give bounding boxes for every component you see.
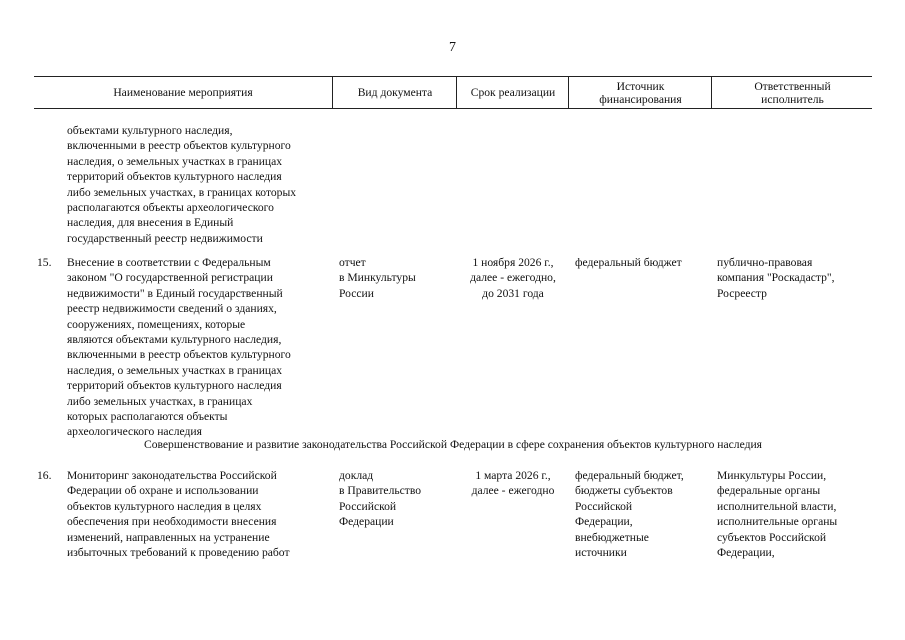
row-document-type: доклад в Правительство Российской Федерации [339, 469, 422, 529]
header-doc-type-col: Вид документа [332, 77, 457, 108]
row-funding-source: федеральный бюджет [575, 256, 682, 269]
row-document-type: отчет в Минкультуры России [339, 256, 416, 300]
header-responsible-col: Ответственный исполнитель [711, 77, 873, 108]
header-funding-col: Источник финансирования [568, 77, 712, 108]
continuation-text: объектами культурного наследия, включенными в реестр объектов культурного наследия, о земельных участках в границах территорий объектов культурного наследия либо земельных участках, в границах которых располагаются объекты археологического наследия, для внесения в Единый государственный реестр недвижимости [67, 124, 297, 245]
row-deadline: 1 марта 2026 г., далее - ежегодно [471, 469, 555, 498]
row-funding-source: федеральный бюджет, бюджеты субъектов Российской Федерации, внебюджетные источники [575, 469, 684, 560]
header-deadline-col: Срок реализации [456, 77, 569, 108]
row-measure-name: Внесение в соответствии с Федеральным законом "О государственной регистрации недвижимости" в Единый государственный реестр недвижимости сведений о зданиях, сооружениях, помещениях, которые являются объектами культурного наследия, включенными в реестр объектов культурного наследия, о земельных участках в границах территорий объектов культурного наследия либо земельных участках, в границах которых располагаются объекты археологического наследия [67, 256, 291, 439]
row-number: 16. [37, 469, 52, 482]
row-responsible: Минкультуры России, федеральные органы исполнительной власти, исполнительные органы субъектов Российской Федерации, [717, 469, 838, 560]
row-deadline: 1 ноября 2026 г., далее - ежегодно, до 2031 года [470, 256, 556, 300]
section-heading: Совершенствование и развитие законодательства Российской Федерации в сфере сохранения объектов культурного наследия [143, 438, 763, 451]
row-responsible: публично-правовая компания "Роскадастр", Росреестр [717, 256, 835, 300]
table-header [34, 76, 872, 109]
header-name-col: Наименование мероприятия [113, 86, 253, 99]
page-number: 7 [449, 40, 456, 55]
row-number: 15. [37, 256, 52, 269]
row-measure-name: Мониторинг законодательства Российской Федерации об охране и использовании объектов культурного наследия в целях обеспечения при необходимости внесения изменений, направленных на устранение избыточных требований к проведению работ [67, 469, 290, 560]
